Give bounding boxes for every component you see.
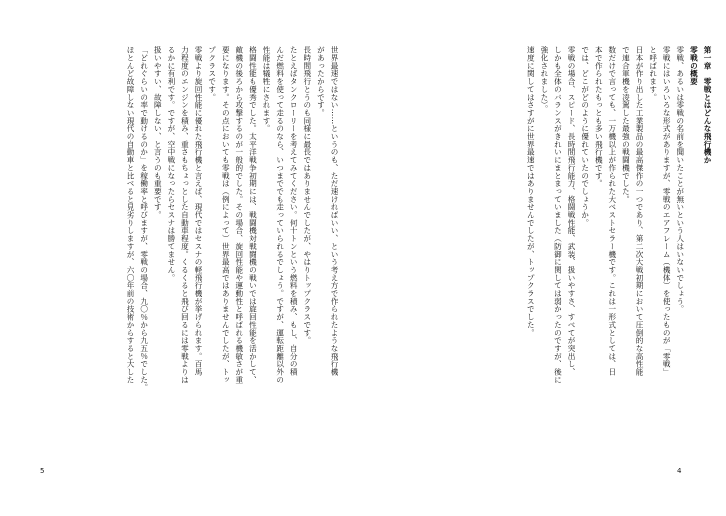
text-line: 零戦の場合、スピード、長時間飛行能力、格闘戦性能、武装、扱いやすさ、すべてが突出し、 bbox=[567, 46, 577, 376]
text-line: 世界最速ではない……というのも、ただ速ければいい、という考え方で作られたような飛行機 bbox=[330, 46, 339, 376]
text-line: 零戦より旋回性能に優れた飛行機と言えば、現代ではセスナの軽飛行機が挙げられます。百馬 bbox=[194, 46, 204, 376]
chapter-title: 第一章 零戦とはどんな飛行機か bbox=[703, 46, 712, 164]
text-line: 力程度のエンジンを積み、重さもちょっとした自動車程度。くるくると飛び回るには零戦よりは bbox=[180, 46, 190, 384]
text-line: 性能は犠牲にされます。 bbox=[262, 46, 272, 133]
text-line: 長時間飛行とうのも同様に最長ではありませんでしたが、やはりトップクラスです。 bbox=[302, 46, 312, 345]
left-page-text bbox=[23, 46, 341, 456]
section-heading: 零戦の概要 bbox=[689, 46, 699, 86]
text-line: 数だけで言っても、一万機以上が作られた大ベストセラー機です。これは一形式としては、日 bbox=[607, 46, 617, 376]
text-line: たとえばタンクローリーを考えてみてください。何十トンという燃料を積み、もし、自分の積 bbox=[289, 46, 299, 376]
text-line: しかも全体のバランスがきれいにまとまっていました（防御に関しては弱かったのですが、後に bbox=[553, 46, 563, 384]
text-line: 扱いやすい、故障しない、と言うのも重要です。 bbox=[153, 46, 163, 219]
text-line: 「どれぐらいの率で動けるのか」を稼働率と呼びますが、零戦の場合、九〇％から九五％でした。 bbox=[139, 46, 149, 392]
page-number: 4 bbox=[677, 467, 682, 475]
text-line: 格闘性能も優秀でした。太平洋戦争初期には、戦闘機対戦闘機の戦いでは旋回性能を活かして、 bbox=[248, 46, 258, 384]
text-line: 本で作られたもっとも多い飛行機です。 bbox=[594, 46, 604, 188]
text-line: 速度に関してはさすがに世界最速ではありませんでしたが、トップクラスでした。 bbox=[526, 46, 536, 337]
text-line: 強化されました）。 bbox=[539, 46, 549, 113]
text-line: 零戦にはいろいろな形式がありますが、零戦のエアフレーム（機体）を使ったものが「零戦」 bbox=[662, 46, 672, 376]
text-line: るかに有利です。ですが、空中戦になったらセスナは勝てません。 bbox=[166, 46, 176, 282]
text-line: と呼ばれます。 bbox=[648, 46, 658, 101]
text-line: 敵機の後ろから攻撃するのが一般的でした。その場合、旋回性能や運動性と呼ばれる機敏さが重 bbox=[234, 46, 244, 384]
text-line: で連合軍機を凌駕した最強の戦闘機でした。 bbox=[621, 46, 631, 203]
text-line: んだ燃料を使って走るのなら、いつまででも走っていられるでしょう。ですが、運転距離以外の bbox=[275, 46, 285, 384]
text-line: プクラスです。 bbox=[207, 46, 217, 101]
text-line: 日本が作り出した工業製品の最高傑作の一つであり、第二次大戦初期において圧倒的な高性能 bbox=[635, 46, 645, 376]
text-line: 零戦、あるいは零戦の名前を聞いたことが無いという人はいないでしょう。 bbox=[675, 46, 685, 313]
text-line: ほとんど故障しない現代の自動車と比べると見劣りしますが、六〇年前の技術からすると大した bbox=[126, 46, 136, 384]
text-line: では、どこがどのように優れていたのでしょうか。 bbox=[580, 46, 590, 227]
text-line: 要になります。その点においても零戦は（例によって）世界最高ではありませんでしたが、トッ bbox=[221, 46, 231, 384]
text-line: があったからです。 bbox=[316, 46, 326, 117]
page-number: 5 bbox=[40, 467, 45, 475]
right-page-text bbox=[392, 46, 714, 456]
right-page bbox=[363, 0, 726, 516]
